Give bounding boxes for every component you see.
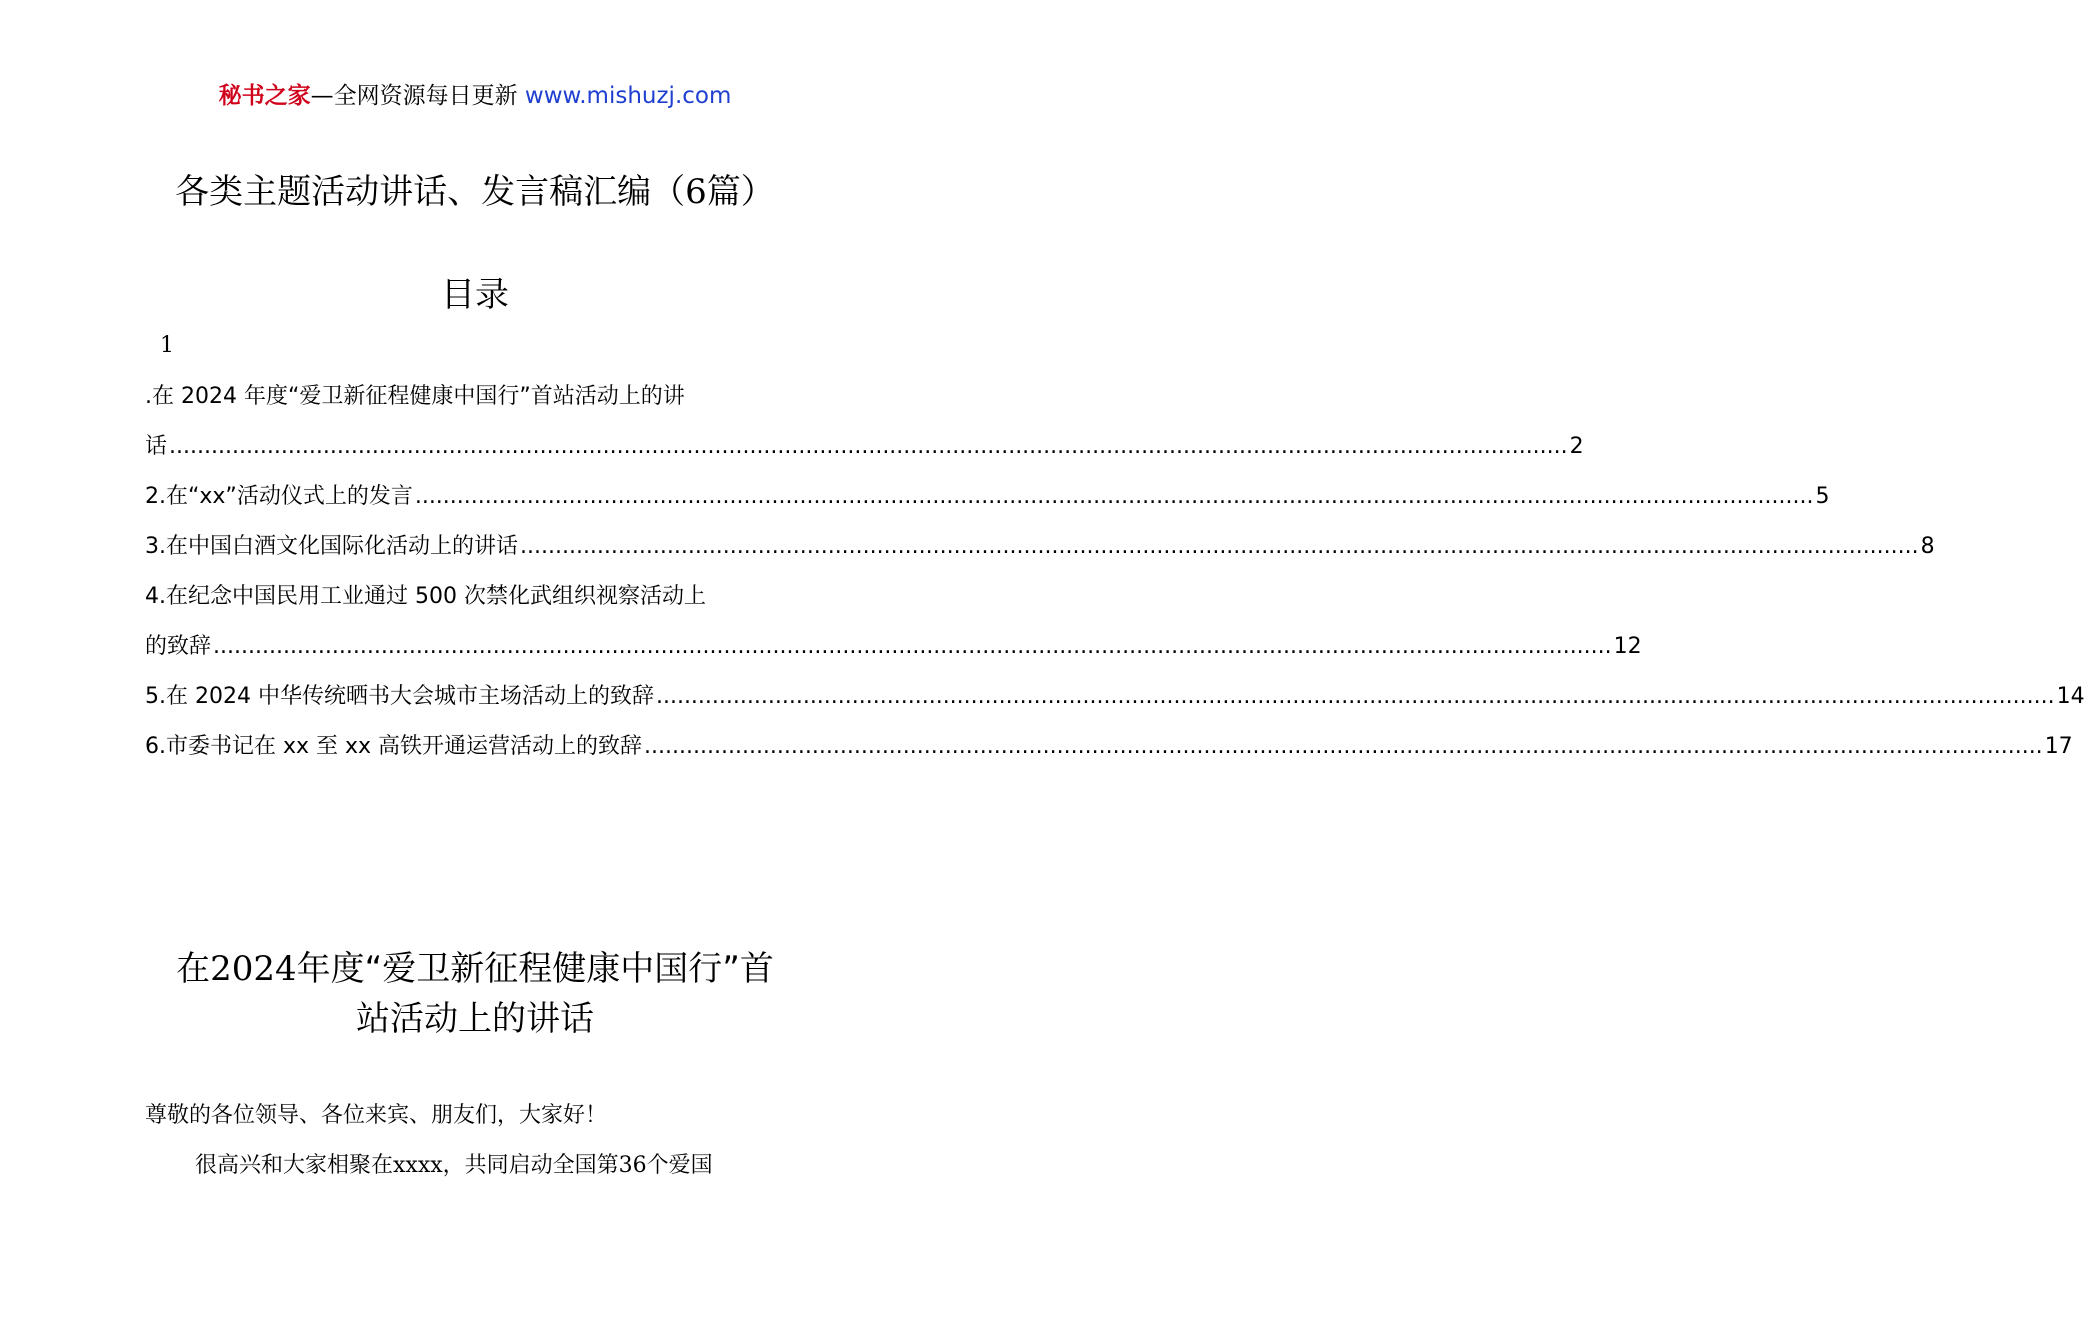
section-title-line-1 bbox=[0, 944, 950, 994]
toc-heading: 目录 bbox=[441, 275, 509, 315]
section-title bbox=[0, 944, 950, 1044]
toc-page-number: 12 bbox=[1613, 634, 1642, 659]
toc-entry-5[interactable] bbox=[145, 672, 2085, 722]
toc-entry-label: 话 bbox=[145, 434, 168, 459]
para-text-a: 很高兴和大家相聚在 bbox=[195, 1153, 394, 1178]
dot-leader: ........................................................................................................................................................................................................ bbox=[414, 484, 1814, 509]
dot-leader: ........................................................................................................................................................................................................ bbox=[520, 534, 1919, 559]
para-number: 36 bbox=[618, 1153, 647, 1178]
toc-entry-label: 的致辞 bbox=[145, 634, 212, 659]
dot-leader: ........................................................................................................................................................................................................ bbox=[644, 734, 2043, 759]
dot-leader: ........................................................................................................................................................................................................ bbox=[655, 684, 2055, 709]
banner-url-link[interactable]: www.mishuzj.com bbox=[524, 83, 732, 109]
para-text-c: ，共同启动全国第 bbox=[442, 1153, 619, 1178]
toc-entry-label: 4.在纪念中国民用工业通过 500 次禁化武组织视察活动上 bbox=[145, 584, 706, 609]
title-count: 6 bbox=[685, 172, 707, 212]
speech-paragraph bbox=[145, 1146, 805, 1186]
site-banner bbox=[0, 80, 950, 112]
document-title bbox=[0, 170, 950, 214]
section-title-rest: 年度“爱卫新征程健康中国行”首 bbox=[296, 949, 774, 989]
toc-entry-label: 3.在中国白酒文化国际化活动上的讲话 bbox=[145, 534, 518, 559]
title-prefix: 各类主题活动讲话、发言稿汇编（ bbox=[175, 172, 686, 212]
section-title-year: 2024 bbox=[210, 949, 297, 989]
toc-entry-label: 6.市委书记在 xx 至 xx 高铁开通运营活动上的致辞 bbox=[145, 734, 643, 759]
banner-text: —全网资源每日更新 bbox=[310, 83, 525, 109]
brand-name: 秘书之家 bbox=[218, 83, 311, 109]
toc-page-number: 14 bbox=[2056, 684, 2085, 709]
dot-leader: ........................................................................................................................................................................................................ bbox=[169, 434, 1568, 459]
speech-greeting: 尊敬的各位领导、各位来宾、朋友们，大家好！ bbox=[145, 1103, 608, 1128]
toc-page-number: 5 bbox=[1815, 484, 1830, 509]
toc-entry-1-line-1[interactable] bbox=[145, 372, 805, 422]
section-title-pre: 在 bbox=[176, 949, 211, 989]
toc-entry-label: 5.在 2024 中华传统晒书大会城市主场活动上的致辞 bbox=[145, 684, 654, 709]
toc-page-number: 17 bbox=[2044, 734, 2073, 759]
dot-leader: ........................................................................................................................................................................................................ bbox=[213, 634, 1612, 659]
toc-entry-1-line-2[interactable] bbox=[145, 422, 1584, 472]
title-suffix: 篇） bbox=[706, 172, 775, 212]
toc-entry-label: .在 2024 年度“爱卫新征程健康中国行”首站活动上的讲 bbox=[145, 384, 685, 409]
toc-entry-3[interactable] bbox=[145, 522, 1935, 572]
toc-stray-number: 1 bbox=[160, 333, 174, 358]
para-text-e: 个爱国 bbox=[646, 1153, 713, 1178]
toc-entry-6[interactable] bbox=[145, 722, 2073, 772]
para-placeholder: xxxx bbox=[393, 1153, 443, 1178]
table-of-contents bbox=[145, 372, 2085, 772]
toc-entry-4-line-1[interactable] bbox=[145, 572, 805, 622]
toc-entry-4-line-2[interactable] bbox=[145, 622, 1642, 672]
section-title-line-2: 站活动上的讲话 bbox=[356, 999, 594, 1039]
toc-page-number: 8 bbox=[1920, 534, 1935, 559]
toc-entry-label: 2.在“xx”活动仪式上的发言 bbox=[145, 484, 413, 509]
toc-page-number: 2 bbox=[1569, 434, 1584, 459]
toc-entry-2[interactable] bbox=[145, 472, 1830, 522]
